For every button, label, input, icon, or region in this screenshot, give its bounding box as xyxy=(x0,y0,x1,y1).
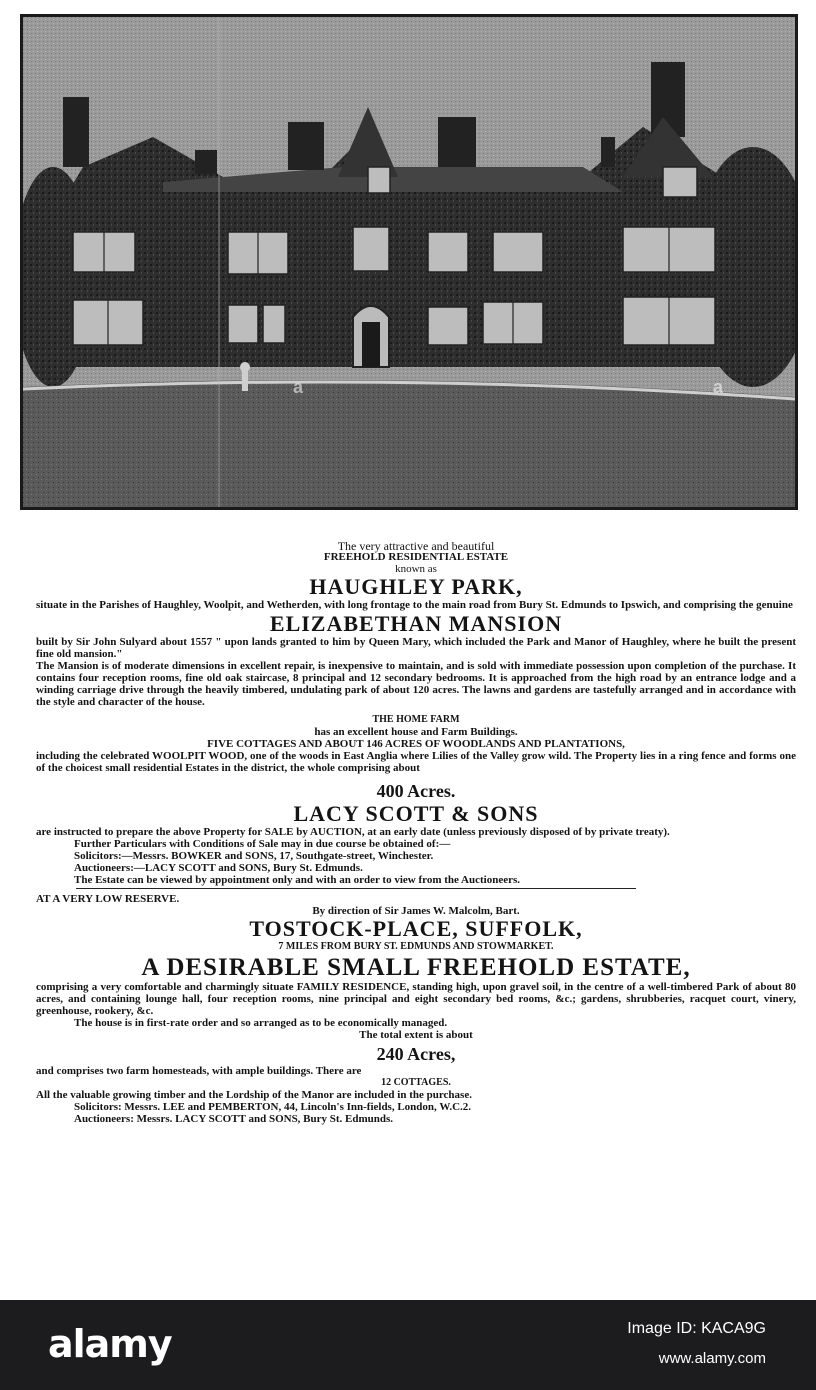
direction-line: By direction of Sir James W. Malcolm, Bart. xyxy=(312,905,520,917)
instruction-paragraph: are instructed to prepare the above Property for SALE by AUCTION, at an early date (unless previously disposed of by private treaty). xyxy=(36,826,670,838)
haughley-park-advertisement xyxy=(36,540,796,1125)
homesteads-line: and comprises two farm homesteads, with ample buildings. There are xyxy=(36,1065,362,1077)
cottages-count: 12 COTTAGES. xyxy=(381,1077,451,1088)
solicitors-line: Solicitors: Messrs. LEE and PEMBERTON, 44, Lincoln's Inn-fields, London, W.C.2. xyxy=(74,1101,472,1113)
haughley-park-photo xyxy=(23,17,795,507)
intro-line: FREEHOLD RESIDENTIAL ESTATE xyxy=(323,551,509,563)
extent-line: The total extent is about xyxy=(359,1029,473,1041)
home-farm-heading: THE HOME FARM xyxy=(372,714,460,725)
acreage: 240 Acres, xyxy=(376,1044,456,1064)
intro-line: The very attractive and beautiful xyxy=(337,539,495,553)
woodland-paragraph: including the celebrated WOOLPIT WOOD, one of the woods in East Anglia where Lilies of the Valley grow wild. The Property lies in a ring fence and forms one of the choicest small residential Estates in the district, the whole comprising about xyxy=(36,750,796,774)
reserve-line: AT A VERY LOW RESERVE. xyxy=(36,893,180,905)
farm-line: has an excellent house and Farm Buildings. xyxy=(314,726,518,738)
solicitors-line: Solicitors:—Messrs. BOWKER and SONS, 17, Southgate-street, Winchester. xyxy=(74,850,434,862)
residence-paragraph: comprising a very comfortable and charmingly situate FAMILY RESIDENCE, standing high, upon gravel soil, in the centre of a well-timbered Park of about 80 acres, and containing lounge hall, four reception rooms, nine principal and eight secondary bed rooms, &c.; gardens, shrubberies, racquet court, vinery, greenhouse, rookery, &c. xyxy=(36,981,796,1017)
mansion-heading: ELIZABETHAN MANSION xyxy=(269,611,563,636)
mansion-photograph xyxy=(20,14,798,510)
intro-line: known as xyxy=(395,563,437,575)
auctioneer-firm: LACY SCOTT & SONS xyxy=(293,801,539,826)
estate-name: HAUGHLEY PARK, xyxy=(309,574,523,599)
image-id: Image ID: KACA9G xyxy=(627,1320,766,1337)
watermark-text: a xyxy=(293,377,304,397)
condition-line: The house is in first-rate order and so arranged as to be economically managed. xyxy=(74,1017,448,1029)
viewing-line: The Estate can be viewed by appointment only and with an order to view from the Auctioneers. xyxy=(74,874,521,886)
divider xyxy=(76,888,636,889)
tostock-heading: TOSTOCK-PLACE, SUFFOLK, xyxy=(249,916,583,941)
site-url: www.alamy.com xyxy=(658,1350,766,1367)
situate-paragraph: situate in the Parishes of Haughley, Woolpit, and Wetherden, with long frontage to the main road from Bury St. Edmunds to Ipswich, and comprising the genuine xyxy=(36,599,793,611)
watermark-text: a xyxy=(713,377,724,397)
estate-heading: A DESIRABLE SMALL FREEHOLD ESTATE, xyxy=(141,954,691,981)
timber-line: All the valuable growing timber and the Lordship of the Manor are included in the purchase. xyxy=(36,1089,472,1101)
auctioneers-line: Auctioneers:—LACY SCOTT and SONS, Bury St. Edmunds. xyxy=(74,862,363,874)
history-paragraph: built by Sir John Sulyard about 1557 " upon lands granted to him by Queen Mary, which included the Park and Manor of Haughley, where he built the present fine old mansion." xyxy=(36,636,796,660)
mansion-description: The Mansion is of moderate dimensions in excellent repair, is inexpensive to maintain, and is sold with immediate possession upon completion of the purchase. It contains four reception rooms, fine old oak staircase, 8 principal and 12 secondary bedrooms. It is approached from the high road by an entrance lodge and a winding carriage drive through the heavily timbered, undulating park of about 120 acres. The lawns and gardens are tastefully arranged and in accordance with the style and character of the house. xyxy=(36,660,796,708)
distance-line: 7 MILES FROM BURY ST. EDMUNDS AND STOWMARKET. xyxy=(278,941,554,952)
particulars-line: Further Particulars with Conditions of Sale may in due course be obtained of:— xyxy=(74,838,451,850)
alamy-logo: alamy xyxy=(48,1322,172,1366)
stock-footer-bar xyxy=(0,1300,816,1390)
auctioneers-line: Auctioneers: Messrs. LACY SCOTT and SONS, Bury St. Edmunds. xyxy=(74,1113,394,1125)
acreage: 400 Acres. xyxy=(376,781,456,801)
cottages-line: FIVE COTTAGES AND ABOUT 146 ACRES OF WOODLANDS AND PLANTATIONS, xyxy=(207,738,625,750)
